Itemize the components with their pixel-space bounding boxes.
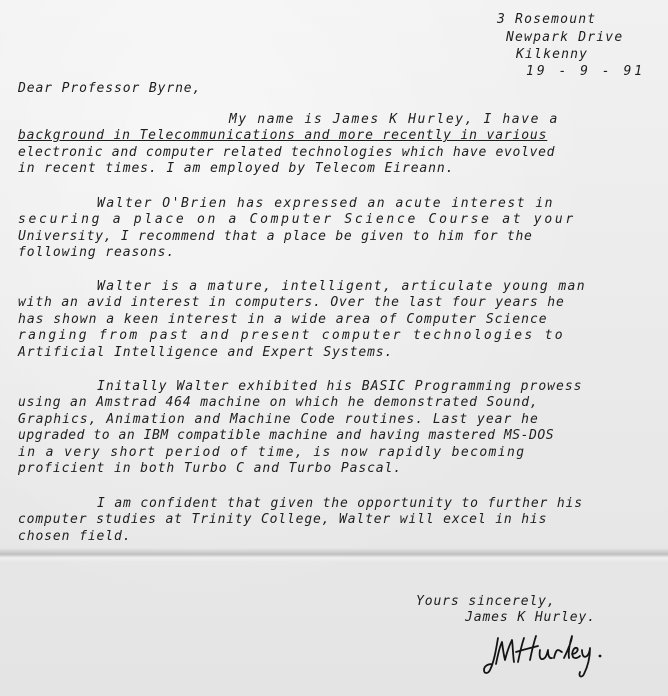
- paragraph-line: following reasons.: [18, 245, 176, 260]
- address-line-3: Kilkenny: [516, 47, 589, 62]
- paragraph-line: Walter O'Brien has expressed an acute interest in: [97, 196, 555, 211]
- paragraph-line: in a very short period of time, is now rapidly becoming: [18, 445, 526, 460]
- paragraph-line: Initally Walter exhibited his BASIC Programming prowess: [97, 379, 583, 394]
- paragraph-line: Graphics, Animation and Machine Code routines. Last year he: [18, 412, 539, 427]
- paragraph-line: securing a place on a Computer Science Course at your: [18, 212, 576, 227]
- paragraph-line: background in Telecommunications and more recently in various: [18, 128, 548, 143]
- handwritten-signature: [482, 628, 612, 680]
- paragraph-line: I am confident that given the opportunity to further his: [97, 496, 583, 511]
- paragraph-line: with an avid interest in computers. Over the last four years he: [18, 295, 565, 310]
- paragraph-line: has shown a keen interest in a wide area of Computer Science: [18, 312, 548, 327]
- letter-date: 19 - 9 - 91: [526, 64, 646, 79]
- paragraph-line: University, I recommend that a place be given to him for the: [18, 229, 533, 244]
- salutation: Dear Professor Byrne,: [18, 81, 202, 96]
- address-line-1: 3 Rosemount: [497, 12, 597, 27]
- address-line-2: Newpark Drive: [506, 30, 624, 45]
- paragraph-line: Artificial Intelligence and Expert Systems.: [18, 345, 394, 360]
- paragraph-line: My name is James K Hurley, I have a: [229, 112, 559, 127]
- signer-name: James K Hurley.: [465, 610, 596, 625]
- paragraph-line: Walter is a mature, intelligent, articulate young man: [97, 279, 587, 294]
- paragraph-line: chosen field.: [18, 529, 132, 544]
- paragraph-line: computer studies at Trinity College, Walter will excel in his: [18, 512, 548, 527]
- paragraph-line: electronic and computer related technologies which have evolved: [18, 145, 556, 160]
- paragraph-line: using an Amstrad 464 machine on which he demonstrated Sound,: [18, 395, 539, 410]
- valediction: Yours sincerely,: [416, 594, 556, 609]
- paper-fold-crease: [0, 548, 668, 562]
- paragraph-line: ranging from past and present computer technologies to: [18, 328, 565, 343]
- paragraph-line: upgraded to an IBM compatible machine and having mastered MS-DOS: [18, 428, 555, 443]
- paragraph-line: proficient in both Turbo C and Turbo Pascal.: [18, 461, 402, 476]
- paragraph-line: in recent times. I am employed by Telecom Eireann.: [18, 161, 455, 176]
